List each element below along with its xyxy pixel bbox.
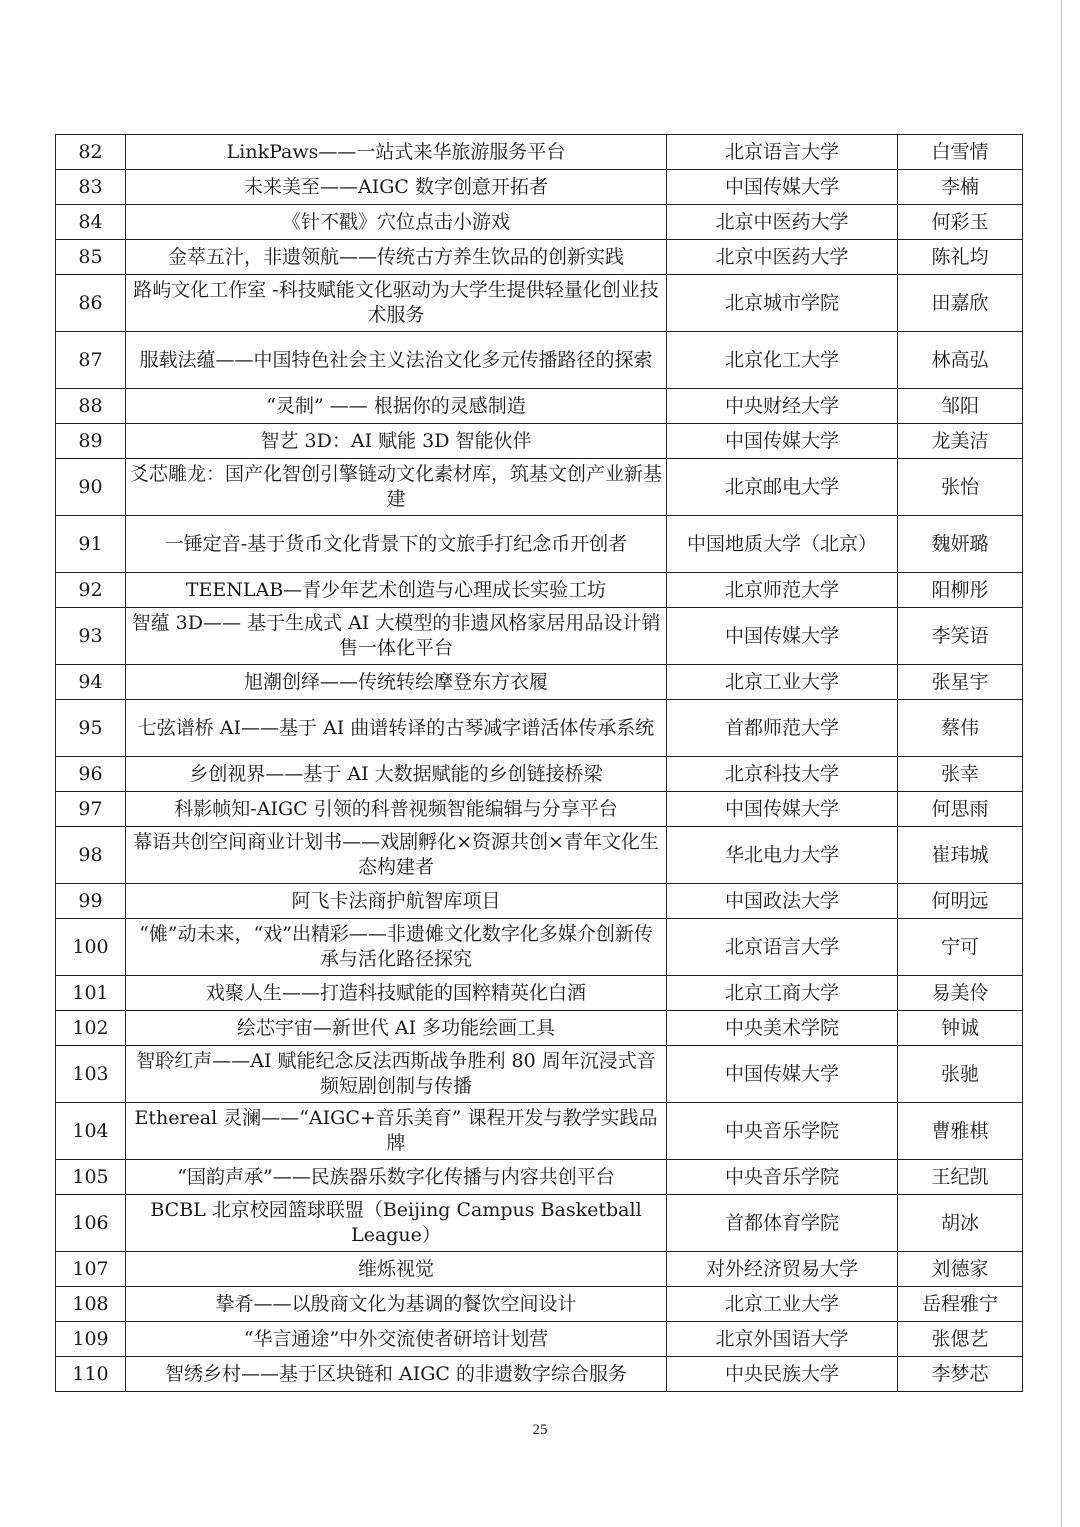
row-number-cell: 94 [56,665,126,700]
leader-cell: 胡冰 [898,1195,1023,1252]
table-row [56,459,1023,516]
project-name-cell: LinkPaws——一站式来华旅游服务平台 [126,135,667,170]
project-name-cell: 七弦谱桥 AI——基于 AI 曲谱转译的古琴减字谱活体传承系统 [126,700,667,757]
row-number-cell: 98 [56,827,126,884]
project-name-cell: 旭潮创绎——传统转绘摩登东方衣履 [126,665,667,700]
table-row [56,240,1023,275]
school-cell: 对外经济贸易大学 [667,1252,898,1287]
table-row [56,700,1023,757]
table-row [56,516,1023,573]
project-name-cell: 阿飞卡法商护航智库项目 [126,884,667,919]
row-number-cell: 89 [56,424,126,459]
school-cell: 中央音乐学院 [667,1103,898,1160]
school-cell: 北京中医药大学 [667,240,898,275]
table-row [56,1160,1023,1195]
leader-cell: 龙美洁 [898,424,1023,459]
leader-cell: 王纪凯 [898,1160,1023,1195]
school-cell: 中国传媒大学 [667,608,898,665]
leader-cell: 魏妍璐 [898,516,1023,573]
leader-cell: 曹雅棋 [898,1103,1023,1160]
school-cell: 中国传媒大学 [667,424,898,459]
leader-cell: 何彩玉 [898,205,1023,240]
leader-cell: 张星宇 [898,665,1023,700]
table-row [56,757,1023,792]
project-name-cell: 智蕴 3D—— 基于生成式 AI 大模型的非遗风格家居用品设计销售一体化平台 [126,608,667,665]
row-number-cell: 103 [56,1046,126,1103]
school-cell: 北京师范大学 [667,573,898,608]
leader-cell: 陈礼均 [898,240,1023,275]
project-name-cell: 路屿文化工作室 -科技赋能文化驱动为大学生提供轻量化创业技术服务 [126,275,667,332]
school-cell: 北京工商大学 [667,976,898,1011]
project-name-cell: 爻芯雕龙：国产化智创引擎链动文化素材库，筑基文创产业新基建 [126,459,667,516]
table-row [56,608,1023,665]
school-cell: 中央音乐学院 [667,1160,898,1195]
leader-cell: 张偲艺 [898,1322,1023,1357]
school-cell: 中央美术学院 [667,1011,898,1046]
table-row [56,424,1023,459]
table-row [56,205,1023,240]
leader-cell: 岳程雅宁 [898,1287,1023,1322]
row-number-cell: 86 [56,275,126,332]
leader-cell: 田嘉欣 [898,275,1023,332]
school-cell: 中国地质大学（北京） [667,516,898,573]
school-cell: 北京外国语大学 [667,1322,898,1357]
leader-cell: 邹阳 [898,389,1023,424]
leader-cell: 何思雨 [898,792,1023,827]
leader-cell: 张幸 [898,757,1023,792]
table-row [56,884,1023,919]
leader-cell: 刘德家 [898,1252,1023,1287]
project-name-cell: “灵制” —— 根据你的灵感制造 [126,389,667,424]
row-number-cell: 96 [56,757,126,792]
project-name-cell: 幕语共创空间商业计划书——戏剧孵化×资源共创×青年文化生态构建者 [126,827,667,884]
row-number-cell: 104 [56,1103,126,1160]
table-row [56,1357,1023,1392]
row-number-cell: 99 [56,884,126,919]
project-name-cell: 金萃五汁，非遗领航——传统古方养生饮品的创新实践 [126,240,667,275]
row-number-cell: 102 [56,1011,126,1046]
leader-cell: 李楠 [898,170,1023,205]
row-number-cell: 90 [56,459,126,516]
table-row [56,1287,1023,1322]
table-row [56,573,1023,608]
row-number-cell: 83 [56,170,126,205]
project-name-cell: TEENLAB—青少年艺术创造与心理成长实验工坊 [126,573,667,608]
leader-cell: 张驰 [898,1046,1023,1103]
row-number-cell: 101 [56,976,126,1011]
table-row [56,135,1023,170]
table-row [56,976,1023,1011]
row-number-cell: 85 [56,240,126,275]
row-number-cell: 107 [56,1252,126,1287]
leader-cell: 白雪情 [898,135,1023,170]
row-number-cell: 95 [56,700,126,757]
scan-edge-line [1061,0,1062,1527]
school-cell: 北京城市学院 [667,275,898,332]
project-name-cell: 乡创视界——基于 AI 大数据赋能的乡创链接桥梁 [126,757,667,792]
school-cell: 首都体育学院 [667,1195,898,1252]
project-name-cell: 服载法蕴——中国特色社会主义法治文化多元传播路径的探索 [126,332,667,389]
project-name-cell: 绘芯宇宙—新世代 AI 多功能绘画工具 [126,1011,667,1046]
project-name-cell: “国韵声承”——民族器乐数字化传播与内容共创平台 [126,1160,667,1195]
leader-cell: 李笑语 [898,608,1023,665]
table-row [56,1195,1023,1252]
school-cell: 北京工业大学 [667,1287,898,1322]
school-cell: 北京化工大学 [667,332,898,389]
project-name-cell: 挚肴——以殷商文化为基调的餐饮空间设计 [126,1287,667,1322]
row-number-cell: 110 [56,1357,126,1392]
page-number: 25 [532,1422,548,1438]
project-name-cell: 维烁视觉 [126,1252,667,1287]
row-number-cell: 109 [56,1322,126,1357]
table-row [56,919,1023,976]
school-cell: 中央民族大学 [667,1357,898,1392]
school-cell: 首都师范大学 [667,700,898,757]
project-table-body [56,135,1023,1392]
project-name-cell: 智聆红声——AI 赋能纪念反法西斯战争胜利 80 周年沉浸式音频短剧创制与传播 [126,1046,667,1103]
school-cell: 北京中医药大学 [667,205,898,240]
project-name-cell: 未来美至——AIGC 数字创意开拓者 [126,170,667,205]
project-name-cell: BCBL 北京校园篮球联盟（Beijing Campus Basketball League） [126,1195,667,1252]
project-name-cell: “华言通途”中外交流使者研培计划营 [126,1322,667,1357]
school-cell: 中国传媒大学 [667,1046,898,1103]
school-cell: 华北电力大学 [667,827,898,884]
table-row [56,170,1023,205]
school-cell: 北京语言大学 [667,919,898,976]
project-name-cell: Ethereal 灵澜——“AIGC+音乐美育” 课程开发与教学实践品牌 [126,1103,667,1160]
project-name-cell: 智绣乡村——基于区块链和 AIGC 的非遗数字综合服务 [126,1357,667,1392]
row-number-cell: 106 [56,1195,126,1252]
row-number-cell: 84 [56,205,126,240]
leader-cell: 钟诚 [898,1011,1023,1046]
row-number-cell: 82 [56,135,126,170]
leader-cell: 何明远 [898,884,1023,919]
leader-cell: 李梦芯 [898,1357,1023,1392]
table-row [56,275,1023,332]
row-number-cell: 105 [56,1160,126,1195]
leader-cell: 易美伶 [898,976,1023,1011]
school-cell: 北京邮电大学 [667,459,898,516]
table-row [56,792,1023,827]
leader-cell: 崔玮城 [898,827,1023,884]
table-row [56,1011,1023,1046]
row-number-cell: 108 [56,1287,126,1322]
school-cell: 北京工业大学 [667,665,898,700]
table-row [56,332,1023,389]
table-row [56,389,1023,424]
leader-cell: 林高弘 [898,332,1023,389]
leader-cell: 阳柳彤 [898,573,1023,608]
school-cell: 中国政法大学 [667,884,898,919]
project-name-cell: “傩”动未来，“戏”出精彩——非遗傩文化数字化多媒介创新传承与活化路径探究 [126,919,667,976]
school-cell: 中国传媒大学 [667,792,898,827]
table-row [56,1046,1023,1103]
leader-cell: 宁可 [898,919,1023,976]
row-number-cell: 91 [56,516,126,573]
row-number-cell: 97 [56,792,126,827]
project-name-cell: 智艺 3D：AI 赋能 3D 智能伙伴 [126,424,667,459]
project-name-cell: 一锤定音-基于货币文化背景下的文旅手打纪念币开创者 [126,516,667,573]
leader-cell: 张怡 [898,459,1023,516]
school-cell: 北京科技大学 [667,757,898,792]
row-number-cell: 100 [56,919,126,976]
school-cell: 中国传媒大学 [667,170,898,205]
table-row [56,827,1023,884]
row-number-cell: 92 [56,573,126,608]
school-cell: 北京语言大学 [667,135,898,170]
leader-cell: 蔡伟 [898,700,1023,757]
table-row [56,665,1023,700]
table-row [56,1252,1023,1287]
table-row [56,1322,1023,1357]
project-name-cell: 科影帧知-AIGC 引领的科普视频智能编辑与分享平台 [126,792,667,827]
project-name-cell: 《针不戳》穴位点击小游戏 [126,205,667,240]
project-table [55,134,1023,1392]
row-number-cell: 93 [56,608,126,665]
table-row [56,1103,1023,1160]
school-cell: 中央财经大学 [667,389,898,424]
project-name-cell: 戏聚人生——打造科技赋能的国粹精英化白酒 [126,976,667,1011]
row-number-cell: 88 [56,389,126,424]
row-number-cell: 87 [56,332,126,389]
